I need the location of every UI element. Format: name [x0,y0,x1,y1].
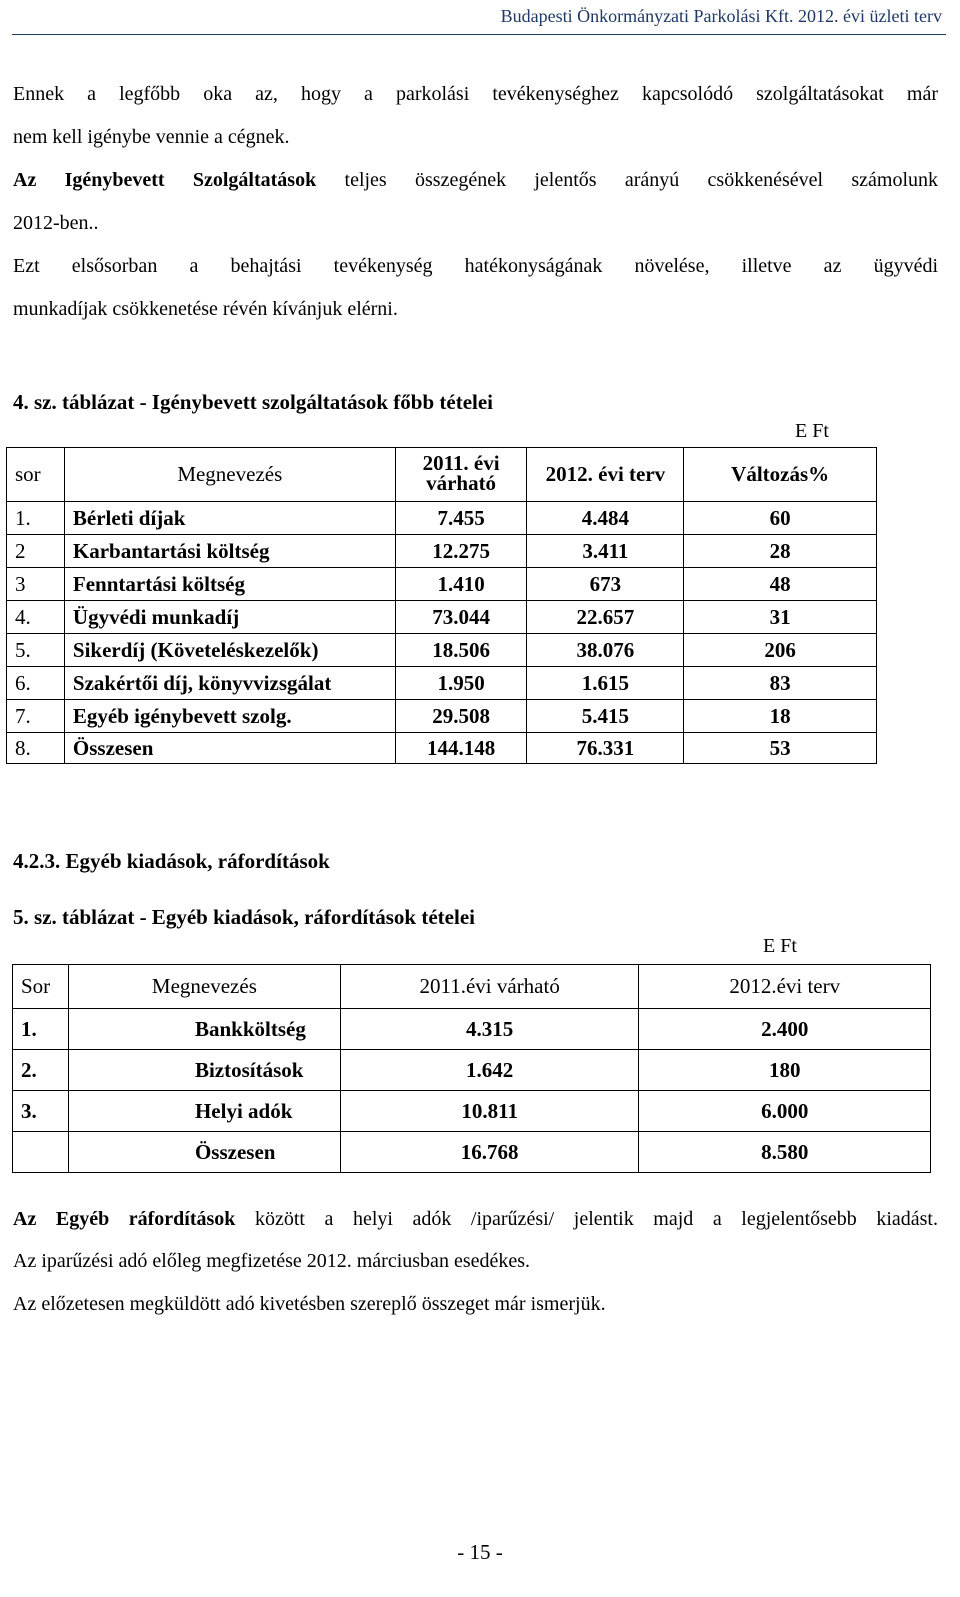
table1-header-change: Változás% [684,448,877,502]
table2-unit: E Ft [763,935,797,957]
table2-cell-2012: 180 [639,1050,931,1091]
table1-cell-name: Egyéb igénybevett szolg. [64,700,395,733]
table2-cell-name: Helyi adók [68,1091,340,1132]
table1-cell-sor: 1. [7,502,65,535]
table-row [7,601,877,634]
table1-cell-sor: 6. [7,667,65,700]
table1-caption: 4. sz. táblázat - Igénybevett szolgáltatások főbb tételei [13,390,494,414]
table2-header-2011: 2011.évi várható [340,965,639,1009]
table2-cell-2012: 8.580 [639,1132,931,1173]
paragraph-line: 2012-ben.. [13,212,99,234]
table1-cell-2012: 22.657 [527,601,684,634]
table1-cell-sor: 4. [7,601,65,634]
paragraph-line: nem kell igénybe vennie a cégnek. [13,126,290,148]
table-row [13,1009,931,1050]
table2-cell-name: Bankköltség [68,1009,340,1050]
table1-cell-sor: 7. [7,700,65,733]
table1-unit: E Ft [795,420,829,442]
table1-cell-2012: 673 [527,568,684,601]
table1-cell-sor: 3 [7,568,65,601]
table-row [7,700,877,733]
table2-cell-sor: 3. [13,1091,69,1132]
table1-cell-2012: 5.415 [527,700,684,733]
table2-cell-sor: 2. [13,1050,69,1091]
table2 [12,964,931,1173]
table1-cell-2011: 1.410 [395,568,527,601]
table1-cell-2012: 76.331 [527,733,684,764]
table1-cell-2011: 12.275 [395,535,527,568]
table-row [7,634,877,667]
table1-cell-2012: 38.076 [527,634,684,667]
table1-header-2012: 2012. évi terv [527,448,684,502]
table2-cell-2011: 1.642 [340,1050,639,1091]
table1-cell-name: Karbantartási költség [64,535,395,568]
paragraph-line: Ezt elsősorban a behajtási tevékenység hatékonyságának növelése, illetve az ügyvédi [13,255,938,277]
table2-cell-sor: 1. [13,1009,69,1050]
table1-cell-2011: 29.508 [395,700,527,733]
table1-cell-2012: 1.615 [527,667,684,700]
paragraph-text: teljes összegének jelentős arányú csökkenésével számolunk [316,169,939,191]
table2-header-name: Megnevezés [68,965,340,1009]
table2-cell-2012: 2.400 [639,1009,931,1050]
table1-cell-change: 31 [684,601,877,634]
table1-cell-name: Bérleti díjak [64,502,395,535]
table1-cell-sor: 8. [7,733,65,764]
table1-cell-change: 60 [684,502,877,535]
table1 [6,447,877,764]
table2-header-sor: Sor [13,965,69,1009]
table2-cell-2011: 10.811 [340,1091,639,1132]
table1-header-sor: sor [7,448,65,502]
table-row [13,1091,931,1132]
table-row [7,733,877,764]
table1-header-2011-line2: várható [426,471,497,495]
table1-cell-2012: 4.484 [527,502,684,535]
table2-cell-2012: 6.000 [639,1091,931,1132]
table1-cell-change: 206 [684,634,877,667]
table2-cell-2011: 4.315 [340,1009,639,1050]
table-row [7,535,877,568]
table1-cell-sor: 2 [7,535,65,568]
table1-cell-name: Szakértői díj, könyvvizsgálat [64,667,395,700]
table1-cell-change: 18 [684,700,877,733]
table1-cell-name: Sikerdíj (Követeléskezelők) [64,634,395,667]
table1-cell-change: 53 [684,733,877,764]
table-row [7,502,877,535]
table2-caption-rest: tételei [416,905,475,929]
paragraph-line: Ennek a legfőbb oka az, hogy a parkolási tevékenységhez kapcsolódó szolgáltatásokat már [13,83,938,105]
header-divider [12,34,946,35]
table2-cell-name: Biztosítások [68,1050,340,1091]
page-header: Budapesti Önkormányzati Parkolási Kft. 2012. évi üzleti terv [500,6,942,26]
table1-cell-2011: 144.148 [395,733,527,764]
table1-cell-2012: 3.411 [527,535,684,568]
table2-cell-name: Összesen [68,1132,340,1173]
section-title: 4.2.3. Egyéb kiadások, ráfordítások [13,849,330,873]
page-number: - 15 - [457,1540,503,1564]
table1-cell-name: Ügyvédi munkadíj [64,601,395,634]
paragraph-text: között a helyi adók /iparűzési/ jelentik majd a legjelentősebb kiadást. [235,1208,938,1230]
table1-cell-change: 28 [684,535,877,568]
table1-cell-name: Fenntartási költség [64,568,395,601]
table1-header-name: Megnevezés [64,448,395,502]
table1-cell-name: Összesen [64,733,395,764]
table1-header-2011-line1: 2011. évi [422,451,500,475]
table2-caption-main: 5. sz. táblázat - Egyéb kiadások, ráfordítások [13,905,417,929]
table-row [7,667,877,700]
table1-header-2011 [395,448,527,502]
table2-cell-2011: 16.768 [340,1132,639,1173]
table2-header-2012: 2012.évi terv [639,965,931,1009]
table1-cell-2011: 1.950 [395,667,527,700]
bold-term: Az Egyéb ráfordítások [13,1208,236,1230]
paragraph-line: Az iparűzési adó előleg megfizetése 2012. márciusban esedékes. [13,1250,531,1272]
table2-caption [13,905,475,930]
table1-cell-sor: 5. [7,634,65,667]
paragraph-line: Az előzetesen megküldött adó kivetésben szereplő összeget már ismerjük. [13,1293,606,1315]
table2-header-row [13,965,931,1009]
table-row [13,1132,931,1173]
paragraph-line: munkadíjak csökkenetése révén kívánjuk elérni. [13,298,398,320]
table1-cell-2011: 7.455 [395,502,527,535]
table1-cell-change: 83 [684,667,877,700]
table1-cell-2011: 73.044 [395,601,527,634]
table1-cell-change: 48 [684,568,877,601]
bold-term: Az Igénybevett Szolgáltatások [13,169,317,191]
paragraph-line [13,159,938,202]
table2-cell-sor [13,1132,69,1173]
table1-cell-2011: 18.506 [395,634,527,667]
paragraph-line [13,1198,938,1241]
table-row [7,568,877,601]
table1-header-row [7,448,877,502]
table-row [13,1050,931,1091]
